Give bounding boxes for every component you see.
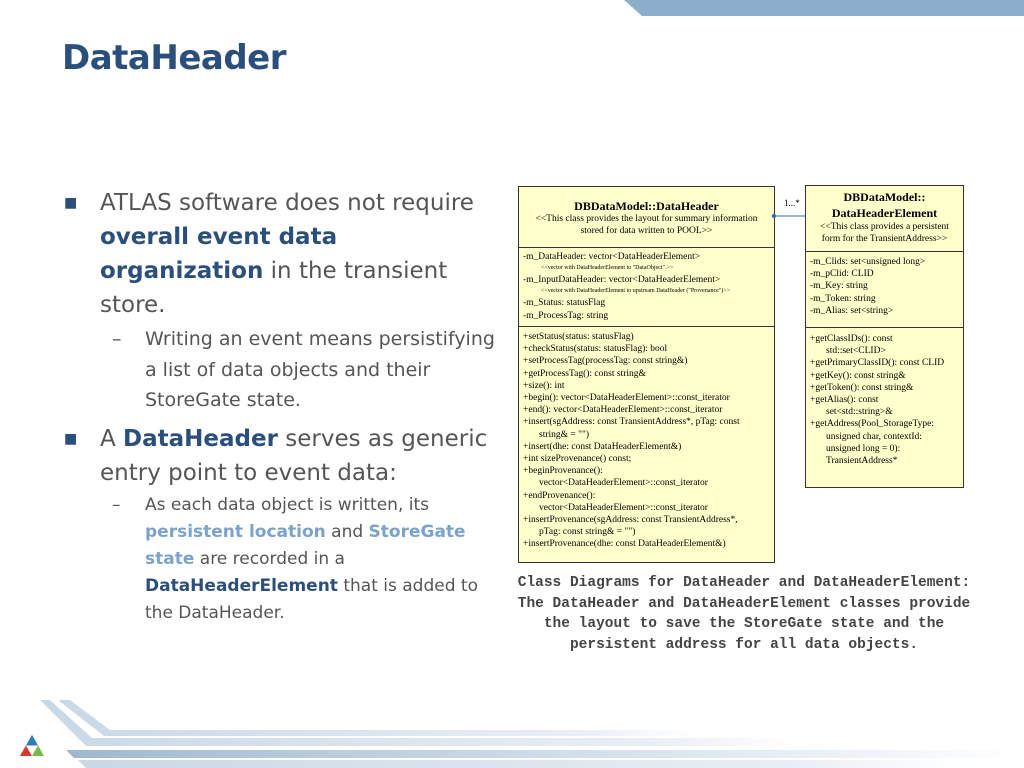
class-method: +insert(dhe: const DataHeaderElement&): [523, 441, 682, 452]
slide-title: DataHeader: [62, 38, 286, 78]
figure-caption: Class Diagrams for DataHeader and DataHeaderElement: The DataHeader and DataHeaderElement classes provide the layout to save the StoreGate state and the persistent address for all data objects.: [517, 575, 971, 653]
class-attribute: -m_Token: string: [810, 293, 876, 304]
class-method: +setProcessTag(processTag: const string&): [523, 356, 688, 367]
class-attribute: -m_Status: statusFlag: [523, 298, 606, 309]
class-box-dataheaderelement: [805, 185, 964, 488]
class-method: +getClassIDs(): const: [810, 334, 893, 344]
class-attribute: -m_Alias: set<string>: [810, 305, 894, 316]
class-method: +end(): vector<DataHeaderElement>::const_iterator: [523, 405, 723, 416]
class-attributes: [519, 247, 774, 326]
class-attribute: -m_DataHeader: vector<DataHeaderElement>: [523, 252, 701, 262]
class-attribute: <<vector with DataHeaderElement to "DataObject".>>: [541, 265, 674, 272]
argonne-logo-icon: [19, 734, 45, 758]
bullet-square-icon: ■: [64, 430, 78, 447]
class-method: vector<DataHeaderElement>::const_iterator: [539, 478, 708, 489]
bullet-item: ■ A DataHeader serves as generic entry point to event data:: [60, 422, 500, 490]
dash-icon: –: [112, 328, 122, 350]
class-method: +checkStatus(status: statusFlag): bool: [523, 344, 668, 355]
class-method: unsigned char, contextId:: [826, 431, 922, 442]
class-header: [806, 186, 963, 251]
class-method: +insertProvenance(dhe: const DataHeaderElement&): [523, 539, 726, 550]
top-accent-band: [624, 0, 1024, 16]
class-stereotype-note: <<This class provides the layout for summary information stored for data written to POOL>>: [535, 214, 758, 236]
class-attribute: -m_Key: string: [810, 281, 868, 292]
class-method: set<std::string>&: [826, 407, 893, 418]
class-method: +insert(sgAddress: const TransientAddress*, pTag: const: [523, 417, 740, 428]
class-method: +getAlias(): const: [810, 395, 879, 406]
class-box-dataheader: [518, 186, 775, 563]
class-name: DataHeaderElement: [831, 206, 938, 220]
sub-bullet-item: – Writing an event means persistifying a list of data objects and their StoreGate state.: [60, 324, 500, 416]
class-method: +getKey(): const string&: [810, 370, 906, 381]
class-method: string& = ""): [539, 429, 590, 440]
class-attribute: -m_Clids: set<unsigned long>: [810, 257, 926, 267]
class-method: +begin(): vector<DataHeaderElement>::const_iterator: [523, 393, 730, 404]
class-method: +insertProvenance(sgAddress: const TransientAddress*,: [523, 515, 738, 526]
class-method: +endProvenance():: [523, 490, 596, 501]
class-method: +setStatus(status: statusFlag): [523, 332, 634, 342]
class-attribute: <<vector with DataHeaderElement to upstream DataHeader ("Provenance")>>: [541, 288, 731, 295]
multiplicity-label: 1...*: [784, 198, 800, 208]
class-attribute: -m_InputDataHeader: vector<DataHeaderElement>: [523, 275, 721, 286]
class-methods: [806, 327, 963, 487]
class-method: +getAddress(Pool_StorageType:: [810, 419, 934, 430]
class-attribute: -m_ProcessTag: string: [523, 310, 609, 321]
class-attributes: [806, 251, 963, 327]
bullet-item: ■ ATLAS software does not require overall event data organization in the transient store.: [60, 186, 500, 322]
class-method: +getToken(): const string&: [810, 382, 914, 393]
class-method: +int sizeProvenance() const;: [523, 454, 632, 465]
class-method: unsigned long = 0):: [826, 443, 901, 454]
class-method: vector<DataHeaderElement>::const_iterator: [539, 502, 708, 513]
class-name: DBDataModel::DataHeader: [574, 199, 719, 213]
class-methods: [519, 326, 774, 562]
class-method: TransientAddress*: [826, 456, 898, 467]
class-method: +beginProvenance():: [523, 466, 603, 477]
bullet-list: [60, 186, 500, 627]
class-header: [519, 187, 774, 247]
class-method: pTag: const string& = ""): [539, 527, 636, 538]
class-method: +getPrimaryClassID(): const CLID: [810, 358, 945, 369]
class-method: +size(): int: [523, 380, 565, 391]
class-name: DBDataModel::: [843, 190, 926, 204]
sub-bullet-item: – As each data object is written, its persistent location and StoreGate state are recorded in a DataHeaderElement that is added to the DataHeader.: [60, 492, 500, 627]
class-method: std::set<CLID>: [826, 346, 886, 357]
class-method: +getProcessTag(): const string&: [523, 368, 646, 379]
footer-decoration: [0, 698, 1024, 768]
class-attribute: -m_pClid: CLID: [810, 269, 874, 280]
bullet-square-icon: ■: [64, 195, 78, 211]
dash-icon: –: [112, 494, 121, 515]
class-stereotype-note: <<This class provides a persistent form for the TransientAddress>>: [820, 222, 949, 244]
